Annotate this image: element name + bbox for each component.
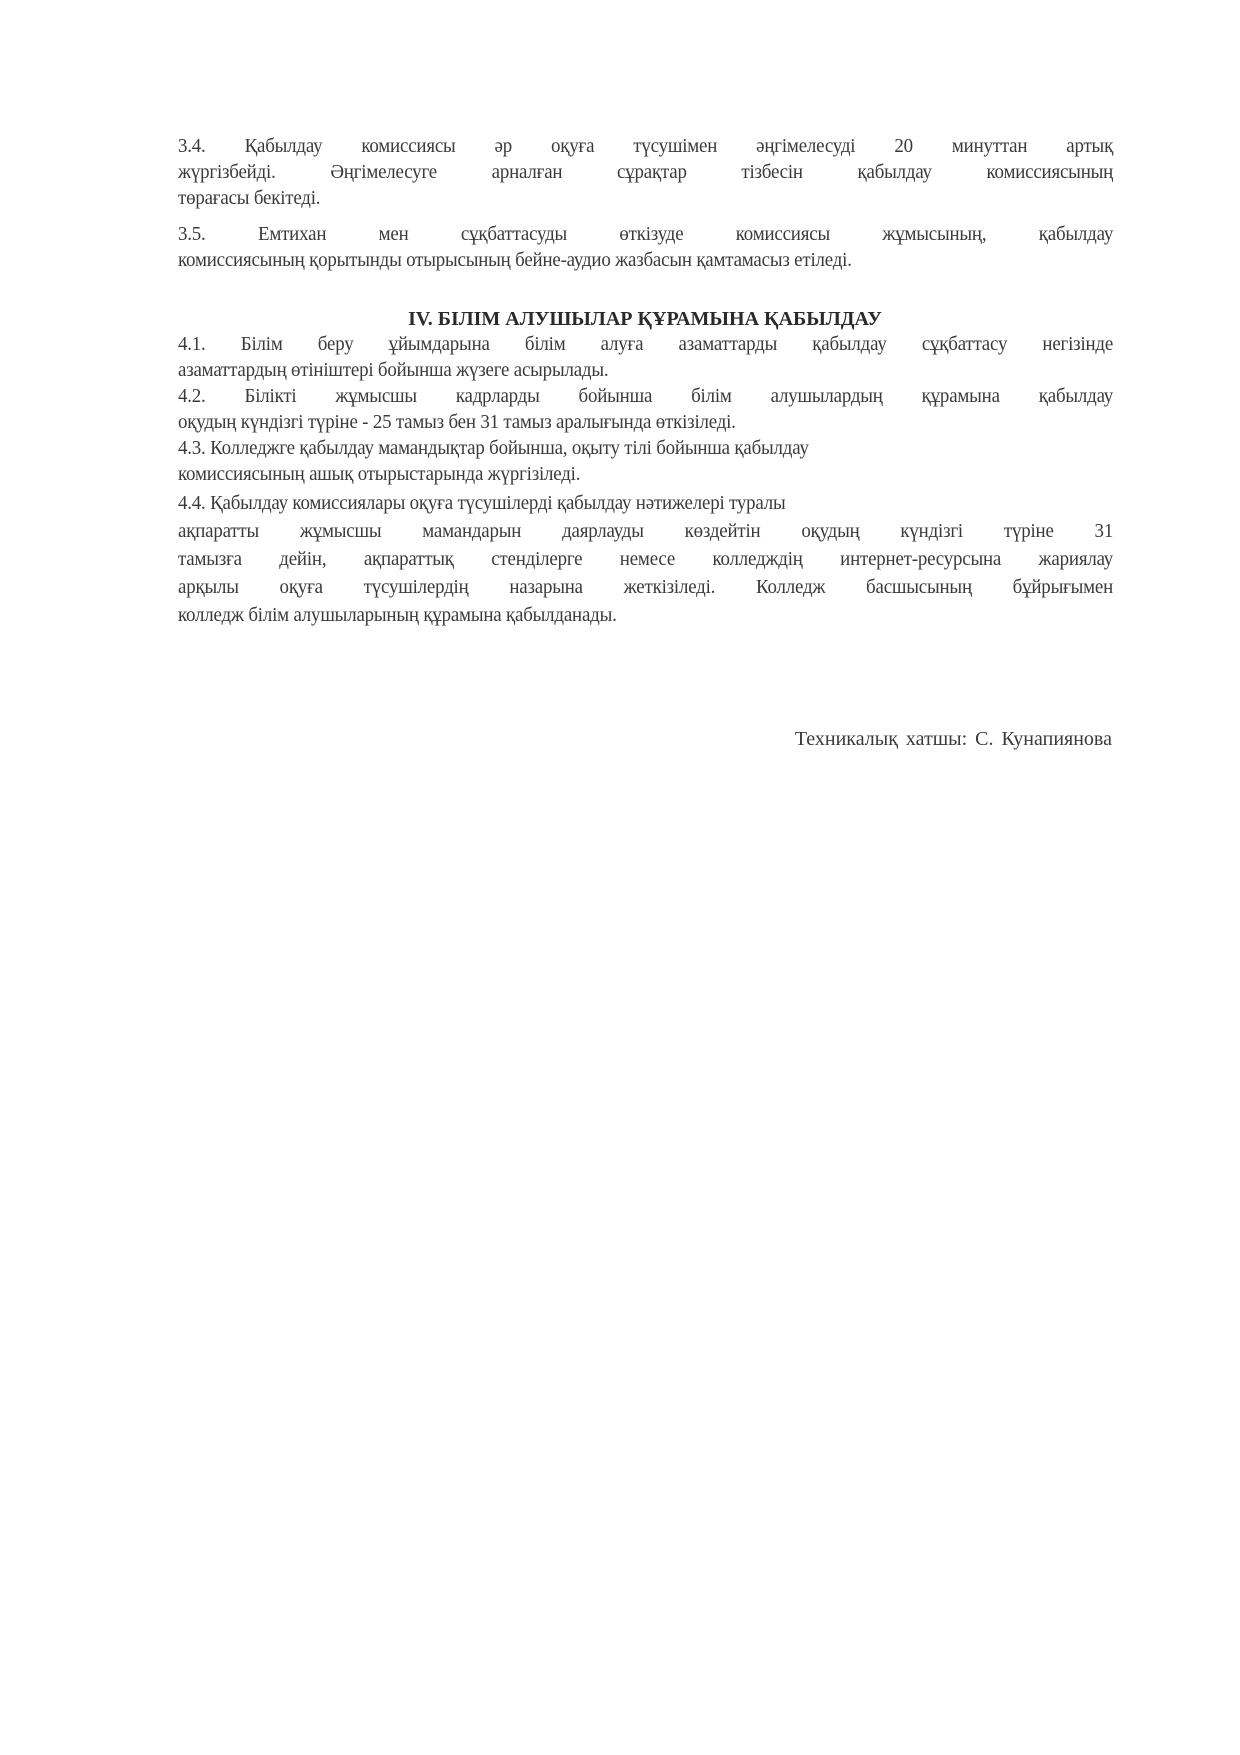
text-line: төрағасы бекітеді. — [178, 188, 321, 209]
text-line: 4.3. Колледжге қабылдау мамандықтар бойынша, оқыту тілі бойынша қабылдау — [178, 438, 809, 459]
text-line: жүргізбейді. Әңгімелесуге арналған сұрақтар тізбесін қабылдау комиссиясының — [178, 162, 1114, 183]
text-line: комиссиясының қорытынды отырысының бейне-аудио жазбасын қамтамасыз етіледі. — [178, 250, 852, 271]
paragraph-4-3 — [178, 436, 1112, 488]
paragraph-4-1 — [178, 332, 1112, 384]
paragraph-3-4 — [178, 134, 1112, 212]
signature-line: Техникалық хатшы: С. Кунапиянова — [794, 728, 1112, 750]
document-body — [178, 134, 1112, 630]
text-line: 4.1. Білім беру ұйымдарына білім алуға азаматтарды қабылдау сұқбаттасу негізінде — [178, 334, 1114, 355]
text-line: 3.4. Қабылдау комиссиясы әр оқуға түсушімен әңгімелесуді 20 минуттан артық — [178, 136, 1114, 157]
paragraph-4-4 — [178, 490, 1112, 630]
text-line: колледж білім алушыларының құрамына қабылданады. — [178, 605, 617, 626]
text-line: 4.4. Қабылдау комиссиялары оқуға түсушілерді қабылдау нәтижелері туралы — [178, 493, 786, 514]
paragraph-4-2 — [178, 384, 1112, 436]
section-heading: IV. БІЛІМ АЛУШЫЛАР ҚҰРАМЫНА ҚАБЫЛДАУ — [408, 308, 882, 330]
text-line: азаматтардың өтініштері бойынша жүзеге асырылады. — [178, 360, 609, 381]
text-line: 4.2. Білікті жұмысшы кадрларды бойынша білім алушылардың құрамына қабылдау — [178, 386, 1114, 407]
text-line: ақпаратты жұмысшы мамандарын даярлауды көздейтін оқудың күндізгі түріне 31 — [178, 521, 1114, 542]
paragraph-3-5 — [178, 222, 1112, 274]
text-line: комиссиясының ашық отырыстарында жүргізіледі. — [178, 464, 581, 485]
text-line: оқудың күндізгі түріне - 25 тамыз бен 31 тамыз аралығында өткізіледі. — [178, 412, 736, 433]
text-line: тамызға дейін, ақпараттық стенділерге немесе колледждің интернет-ресурсына жариялау — [178, 549, 1114, 570]
text-line: 3.5. Емтихан мен сұқбаттасуды өткізуде комиссиясы жұмысының, қабылдау — [178, 224, 1114, 245]
text-line: арқылы оқуға түсушілердің назарына жеткізіледі. Колледж басшысының бұйрығымен — [178, 577, 1114, 598]
